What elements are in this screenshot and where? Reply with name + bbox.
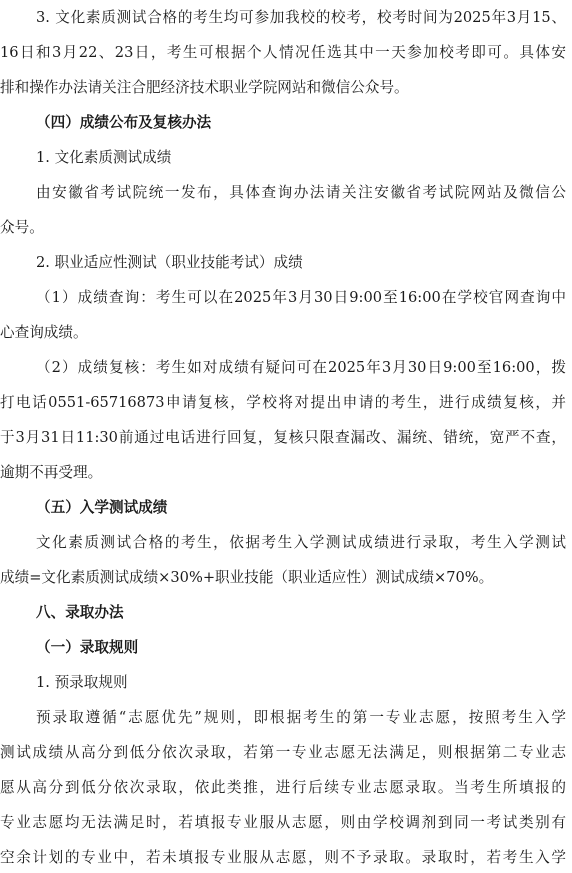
section-heading: （五）入学测试成绩 <box>36 499 168 516</box>
paragraph-line: 测试成绩从高分到低分依次录取，若第一专业志愿无法满足，则根据第二专业志 <box>0 744 566 761</box>
paragraph-line: 3. 文化素质测试合格的考生均可参加我校的校考，校考时间为2025年3月15、 <box>36 9 566 26</box>
paragraph-line: 心查询成绩。 <box>0 324 88 341</box>
paragraph-line: 16日和3月22、23日，考生可根据个人情况任选其中一天参加校考即可。具体安 <box>0 44 566 61</box>
paragraph-line: 空余计划的专业中，若未填报专业服从志愿，则不予录取。录取时，若考生入学 <box>0 849 566 866</box>
subsection-title: 1. 文化素质测试成绩 <box>36 149 172 166</box>
subsection-title: 2. 职业适应性测试（职业技能考试）成绩 <box>36 254 303 271</box>
paragraph-line: 文化素质测试合格的考生，依据考生入学测试成绩进行录取，考生入学测试 <box>36 534 566 551</box>
section-heading: （一）录取规则 <box>36 639 139 656</box>
paragraph-line: 预录取遵循“志愿优先”规则，即根据考生的第一专业志愿，按照考生入学 <box>36 709 566 726</box>
paragraph-line: 众号。 <box>0 219 44 236</box>
paragraph-line: 逾期不再受理。 <box>0 464 103 481</box>
subsection-title: 1. 预录取规则 <box>36 674 128 691</box>
section-heading: （四）成绩公布及复核办法 <box>36 114 212 131</box>
paragraph-line: 愿从高分到低分依次录取，依此类推，进行后续专业志愿录取。当考生所填报的 <box>0 779 566 796</box>
paragraph-line: （2）成绩复核：考生如对成绩有疑问可在2025年3月30日9:00至16:00，拨 <box>36 359 566 376</box>
paragraph-line: （1）成绩查询：考生可以在2025年3月30日9:00至16:00在学校官网查询中 <box>36 289 566 306</box>
paragraph-line: 于3月31日11:30前通过电话进行回复，复核只限查漏改、漏统、错统，宽严不查， <box>0 429 566 446</box>
paragraph-line: 排和操作办法请关注合肥经济技术职业学院网站和微信公众号。 <box>0 79 409 96</box>
paragraph-line: 专业志愿均无法满足时，若填报专业服从志愿，则由学校调剂到同一考试类别有 <box>0 814 566 831</box>
paragraph-line: 打电话0551-65716873申请复核，学校将对提出申请的考生，进行成绩复核，并 <box>0 394 566 411</box>
paragraph-line: 由安徽省考试院统一发布，具体查询办法请关注安徽省考试院网站及微信公 <box>36 184 566 201</box>
paragraph-line: 成绩=文化素质测试成绩×30%+职业技能（职业适应性）测试成绩×70%。 <box>0 569 494 586</box>
chapter-heading: 八、录取办法 <box>36 604 124 621</box>
